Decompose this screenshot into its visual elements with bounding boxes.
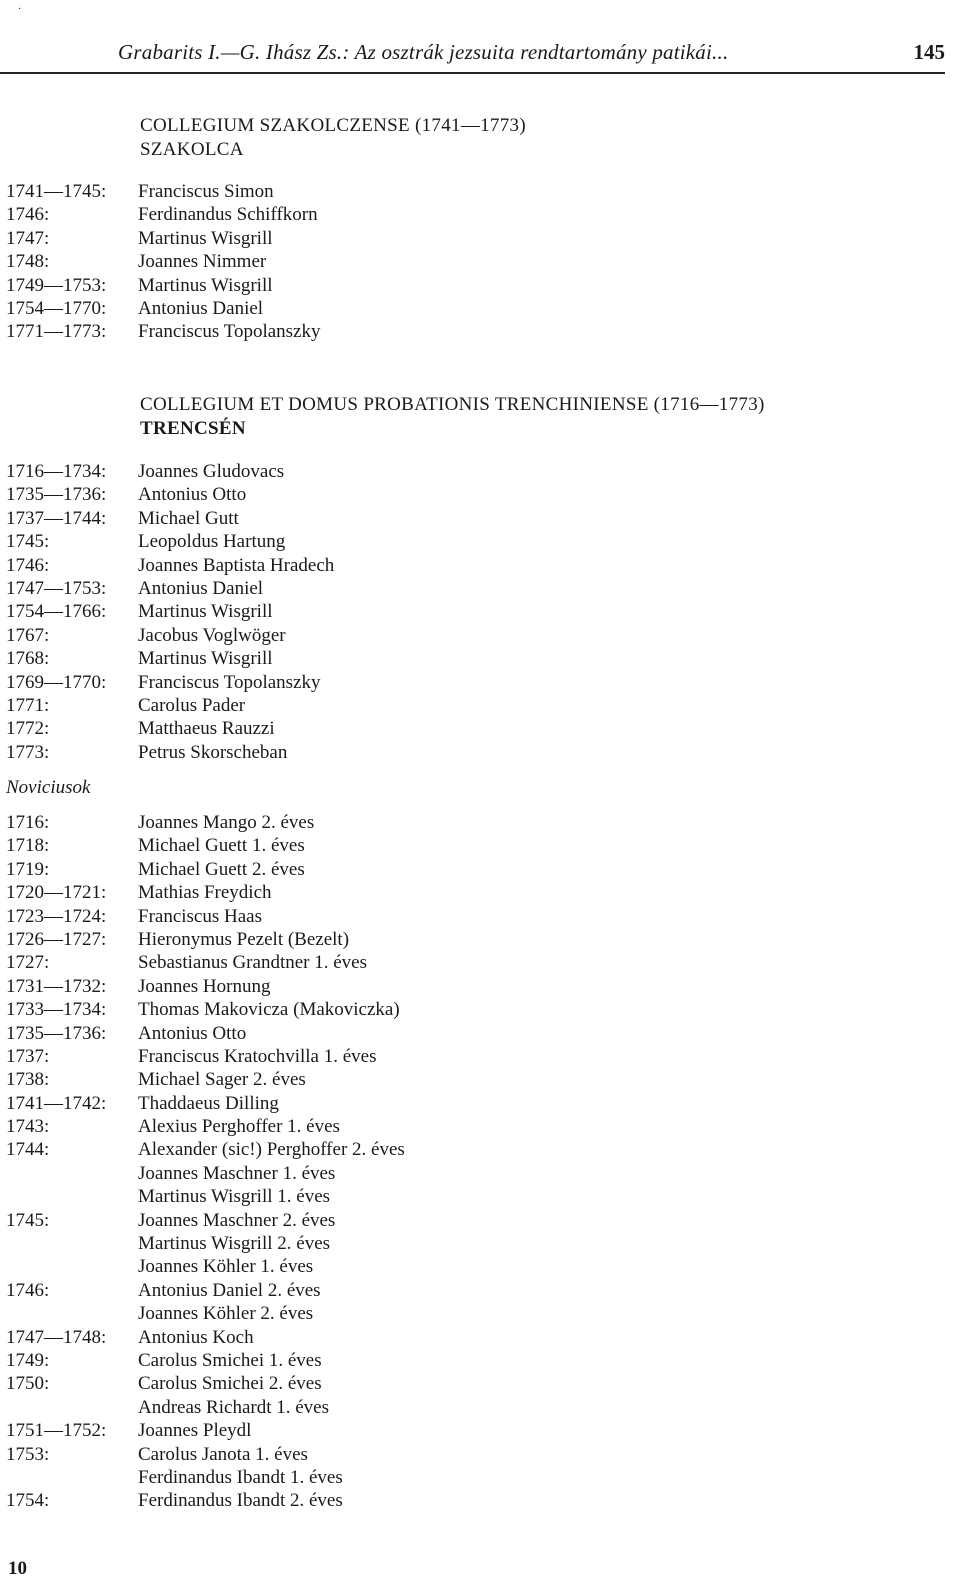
section1-title: COLLEGIUM SZAKOLCZENSE (1741—1773) <box>140 115 526 136</box>
entry-years: 1733—1734: <box>6 999 107 1021</box>
entry-name: Matthaeus Rauzzi <box>138 718 275 740</box>
list-item <box>0 811 960 834</box>
entry-name: Michael Gutt <box>138 507 239 529</box>
list-item <box>0 600 960 623</box>
entry-years: 1754—1770: <box>6 297 107 319</box>
entry-name: Michael Sager 2. éves <box>138 1069 306 1091</box>
entry-name: Carolus Smichei 2. éves <box>138 1373 322 1395</box>
section2-list <box>0 460 960 764</box>
entry-years: 1744: <box>6 1139 50 1161</box>
list-item <box>0 320 960 343</box>
list-item <box>0 1302 960 1325</box>
entry-years: 1749—1753: <box>6 274 107 296</box>
list-item <box>0 624 960 647</box>
page-header <box>0 40 960 76</box>
list-item <box>0 998 960 1021</box>
entry-name: Martinus Wisgrill 2. éves <box>138 1233 331 1255</box>
entry-name: Joannes Maschner 2. éves <box>138 1209 336 1231</box>
section2-place: TRENCSÉN <box>140 418 246 439</box>
entry-years: 1746: <box>6 1279 50 1301</box>
page-number: 145 <box>913 40 945 64</box>
entry-name: Alexius Perghoffer 1. éves <box>138 1116 340 1138</box>
entry-name: Martinus Wisgrill 1. éves <box>138 1186 331 1208</box>
list-item <box>0 203 960 226</box>
entry-name: Franciscus Haas <box>138 905 262 927</box>
list-item <box>0 1466 960 1489</box>
entry-name: Alexander (sic!) Perghoffer 2. éves <box>138 1139 405 1161</box>
entry-name: Thaddaeus Dilling <box>138 1092 279 1114</box>
list-item <box>0 274 960 297</box>
entry-name: Antonius Koch <box>138 1326 254 1348</box>
entry-name: Andreas Richardt 1. éves <box>138 1396 329 1418</box>
entry-name: Martinus Wisgrill <box>138 274 273 296</box>
footer-number: 10 <box>8 1558 27 1579</box>
entry-years: 1746: <box>6 554 50 576</box>
entry-years: 1772: <box>6 718 50 740</box>
list-item <box>0 905 960 928</box>
entry-years: 1754—1766: <box>6 601 107 623</box>
list-item <box>0 460 960 483</box>
entry-name: Antonius Daniel 2. éves <box>138 1279 321 1301</box>
list-item <box>0 507 960 530</box>
entry-name: Hieronymus Pezelt (Bezelt) <box>138 928 350 950</box>
entry-years: 1748: <box>6 251 50 273</box>
entry-name: Petrus Skorscheban <box>138 741 288 763</box>
entry-name: Ferdinandus Ibandt 1. éves <box>138 1466 343 1488</box>
entry-name: Antonius Daniel <box>138 577 264 599</box>
list-item <box>0 250 960 273</box>
entry-years: 1719: <box>6 858 50 880</box>
list-item <box>0 671 960 694</box>
entry-years: 1737—1744: <box>6 507 107 529</box>
entry-name: Joannes Gludovacs <box>138 461 285 482</box>
list-item <box>0 180 960 203</box>
entry-name: Carolus Smichei 1. éves <box>138 1349 322 1371</box>
entry-years: 1743: <box>6 1116 50 1138</box>
entry-years: 1745: <box>6 531 50 553</box>
entry-years: 1769—1770: <box>6 671 107 693</box>
entry-name: Joannes Pleydl <box>138 1420 252 1442</box>
entry-name: Martinus Wisgrill <box>138 601 273 623</box>
entry-years: 1767: <box>6 624 50 646</box>
list-item <box>0 227 960 250</box>
entry-years: 1747: <box>6 227 50 249</box>
entry-years: 1723—1724: <box>6 905 107 927</box>
list-item <box>0 1138 960 1161</box>
entry-years: 1771—1773: <box>6 321 107 343</box>
list-item <box>0 1022 960 1045</box>
entry-name: Joannes Hornung <box>138 975 271 997</box>
list-item <box>0 834 960 857</box>
running-title: Grabarits I.—G. Ihász Zs.: Az osztrák jezsuita rendtartomány patikái... <box>118 40 729 64</box>
list-item <box>0 1045 960 1068</box>
entry-name: Antonius Otto <box>138 1022 247 1044</box>
entry-name: Martinus Wisgrill <box>138 227 273 249</box>
list-item <box>0 1443 960 1466</box>
entry-years: 1751—1752: <box>6 1420 107 1442</box>
list-item <box>0 1396 960 1419</box>
section2-heading <box>140 393 765 441</box>
entry-years: 1741—1745: <box>6 181 107 202</box>
list-item <box>0 1326 960 1349</box>
list-item <box>0 577 960 600</box>
section2-title: COLLEGIUM ET DOMUS PROBATIONIS TRENCHINIENSE (1716—1773) <box>140 394 765 415</box>
entry-name: Ferdinandus Schiffkorn <box>138 204 318 226</box>
list-item <box>0 1115 960 1138</box>
entry-name: Leopoldus Hartung <box>138 531 286 553</box>
entry-name: Franciscus Kratochvilla 1. éves <box>138 1045 377 1067</box>
list-item <box>0 1209 960 1232</box>
list-item <box>0 717 960 740</box>
list-item <box>0 1092 960 1115</box>
entry-years: 1768: <box>6 648 50 670</box>
entry-name: Martinus Wisgrill <box>138 648 273 670</box>
entry-years: 1741—1742: <box>6 1092 107 1114</box>
list-item <box>0 1419 960 1442</box>
entry-name: Ferdinandus Ibandt 2. éves <box>138 1490 343 1512</box>
entry-years: 1753: <box>6 1443 50 1465</box>
list-item <box>0 1255 960 1278</box>
list-item <box>0 297 960 320</box>
entry-name: Franciscus Topolanszky <box>138 671 321 693</box>
entry-years: 1771: <box>6 694 50 716</box>
section1-heading <box>140 114 526 162</box>
novices-label: Noviciusok <box>6 777 91 798</box>
entry-name: Joannes Nimmer <box>138 251 267 273</box>
list-item <box>0 1349 960 1372</box>
list-item <box>0 1162 960 1185</box>
entry-years: 1726—1727: <box>6 928 107 950</box>
list-item <box>0 530 960 553</box>
entry-years: 1731—1732: <box>6 975 107 997</box>
entry-name: Michael Guett 2. éves <box>138 858 305 880</box>
entry-years: 1745: <box>6 1209 50 1231</box>
entry-name: Antonius Otto <box>138 484 247 506</box>
entry-name: Franciscus Topolanszky <box>138 321 321 343</box>
entry-years: 1747—1748: <box>6 1326 107 1348</box>
entry-name: Antonius Daniel <box>138 297 264 319</box>
list-item <box>0 951 960 974</box>
entry-years: 1735—1736: <box>6 484 107 506</box>
list-item <box>0 694 960 717</box>
entry-name: Carolus Pader <box>138 694 246 716</box>
header-rule <box>0 72 945 74</box>
entry-name: Joannes Maschner 1. éves <box>138 1162 336 1184</box>
entry-name: Joannes Baptista Hradech <box>138 554 335 576</box>
list-item <box>0 1279 960 1302</box>
entry-years: 1727: <box>6 952 50 974</box>
entry-name: Thomas Makovicza (Makoviczka) <box>138 999 400 1021</box>
entry-name: Carolus Janota 1. éves <box>138 1443 308 1465</box>
list-item <box>0 881 960 904</box>
list-item <box>0 1232 960 1255</box>
list-item <box>0 975 960 998</box>
list-item <box>0 647 960 670</box>
entry-name: Sebastianus Grandtner 1. éves <box>138 952 367 974</box>
entry-years: 1737: <box>6 1045 50 1067</box>
list-item <box>0 1372 960 1395</box>
entry-years: 1747—1753: <box>6 577 107 599</box>
entry-years: 1749: <box>6 1349 50 1371</box>
entry-years: 1716—1734: <box>6 461 107 482</box>
entry-years: 1738: <box>6 1069 50 1091</box>
entry-years: 1718: <box>6 835 50 857</box>
list-item <box>0 858 960 881</box>
entry-name: Jacobus Voglwöger <box>138 624 286 646</box>
list-item <box>0 741 960 764</box>
entry-years: 1773: <box>6 741 50 763</box>
entry-years: 1716: <box>6 812 50 833</box>
entry-name: Franciscus Simon <box>138 181 274 202</box>
entry-years: 1735—1736: <box>6 1022 107 1044</box>
entry-years: 1754: <box>6 1490 50 1512</box>
entry-name: Mathias Freydich <box>138 882 272 904</box>
entry-name: Joannes Köhler 2. éves <box>138 1303 314 1325</box>
section1-place: SZAKOLCA <box>140 139 244 160</box>
novices-list <box>0 811 960 1513</box>
list-item <box>0 1489 960 1512</box>
list-item <box>0 483 960 506</box>
section1-list <box>0 180 960 344</box>
entry-years: 1746: <box>6 204 50 226</box>
entry-name: Joannes Köhler 1. éves <box>138 1256 314 1278</box>
entry-years: 1720—1721: <box>6 882 107 904</box>
list-item <box>0 928 960 951</box>
entry-years: 1750: <box>6 1373 50 1395</box>
entry-name: Joannes Mango 2. éves <box>138 812 315 833</box>
list-item <box>0 554 960 577</box>
stray-mark: · <box>18 4 22 15</box>
entry-name: Michael Guett 1. éves <box>138 835 305 857</box>
list-item <box>0 1068 960 1091</box>
list-item <box>0 1185 960 1208</box>
